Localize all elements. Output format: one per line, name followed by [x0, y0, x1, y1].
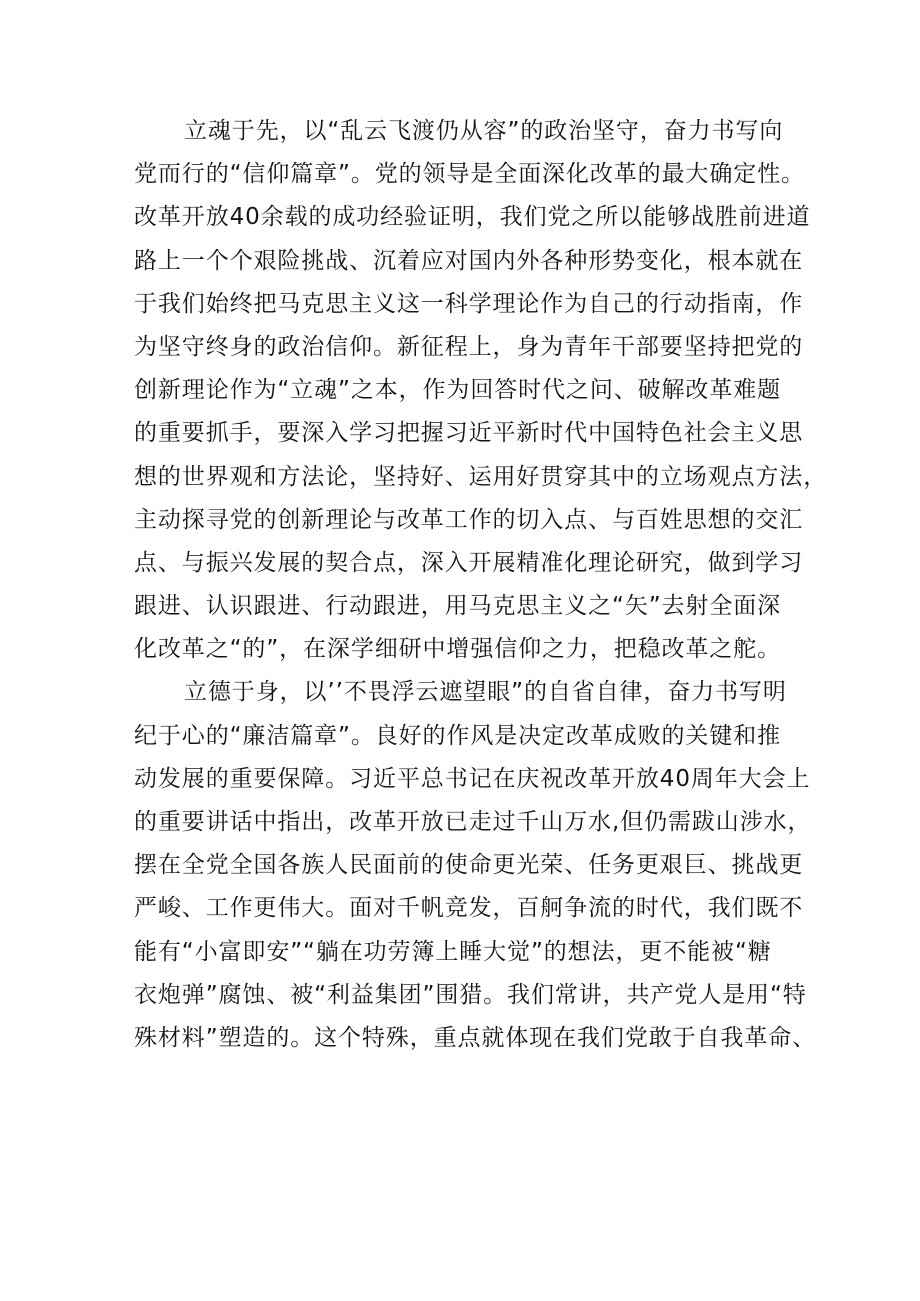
paragraph-2: [134, 671, 817, 1060]
paragraph-line: 党而行的“信仰篇章”。党的领导是全面深化改革的最大确定性。: [134, 161, 805, 188]
paragraph-line: 跟进、认识跟进、行动跟进，用马克思主义之“矢”去射全面深: [134, 593, 782, 620]
paragraph-line: 为坚守终身的政治信仰。新征程上，身为青年干部要坚持把党的: [134, 333, 804, 360]
paragraph-line: 创新理论作为“立魂”之本，作为回答时代之问、破解改革难题: [134, 377, 782, 404]
paragraph-line: 摆在全党全国各族人民面前的使命更光荣、任务更艰巨、挑战更: [134, 852, 804, 879]
paragraph-line: 的重要抓手，要深入学习把握习近平新时代中国特色社会主义思: [134, 420, 804, 447]
paragraph-line: 衣炮弹”腐蚀、被“利益集团”围猎。我们常讲，共产党人是用“特: [134, 981, 807, 1008]
paragraph-line: 化改革之“的”，在深学细研中增强信仰之力，把稳改革之舵。: [134, 636, 782, 663]
paragraph-1: [134, 110, 828, 671]
paragraph-line: 改革开放40余载的成功经验证明，我们党之所以能够战胜前进道: [134, 204, 811, 231]
paragraph-line: 点、与振兴发展的契合点，深入开展精准化理论研究，做到学习: [134, 549, 804, 576]
paragraph-line: 主动探寻党的创新理论与改革工作的切入点、与百姓思想的交汇: [134, 506, 804, 533]
body-text: [134, 110, 828, 1060]
paragraph-line: 于我们始终把马克思主义这一科学理论作为自己的行动指南，作: [134, 290, 804, 317]
paragraph-line: 路上一个个艰险挑战、沉着应对国内外各种形势变化，根本就在: [134, 247, 804, 274]
paragraph-line: 立德于身，以’’不畏浮云遮望眼”的自省自律，奋力书写明: [184, 679, 787, 706]
paragraph-line: 的重要讲话中指出，改革开放已走过千山万水,但仍需跋山涉水，: [134, 809, 812, 835]
paragraph-line: 能有“小富即安”“躺在功劳簿上睡大觉”的想法，更不能被“糖: [134, 938, 772, 965]
paragraph-line: 殊材料”塑造的。这个特殊，重点就体现在我们党敢于自我革命、: [134, 1024, 817, 1051]
paragraph-line: 严峻、工作更伟大。面对千帆竞发，百舸争流的时代，我们既不: [134, 895, 804, 922]
paragraph-line: 想的世界观和方法论，坚持好、运用好贯穿其中的立场观点方法，: [134, 463, 828, 490]
paragraph-line: 动发展的重要保障。习近平总书记在庆祝改革开放40周年大会上: [134, 765, 811, 792]
paragraph-line: 纪于心的“廉洁篇章”。良好的作风是决定改革成败的关键和推: [134, 722, 782, 749]
paragraph-line: 立魂于先，以“乱云飞渡仍从容”的政治坚守，奋力书写向: [184, 118, 784, 144]
